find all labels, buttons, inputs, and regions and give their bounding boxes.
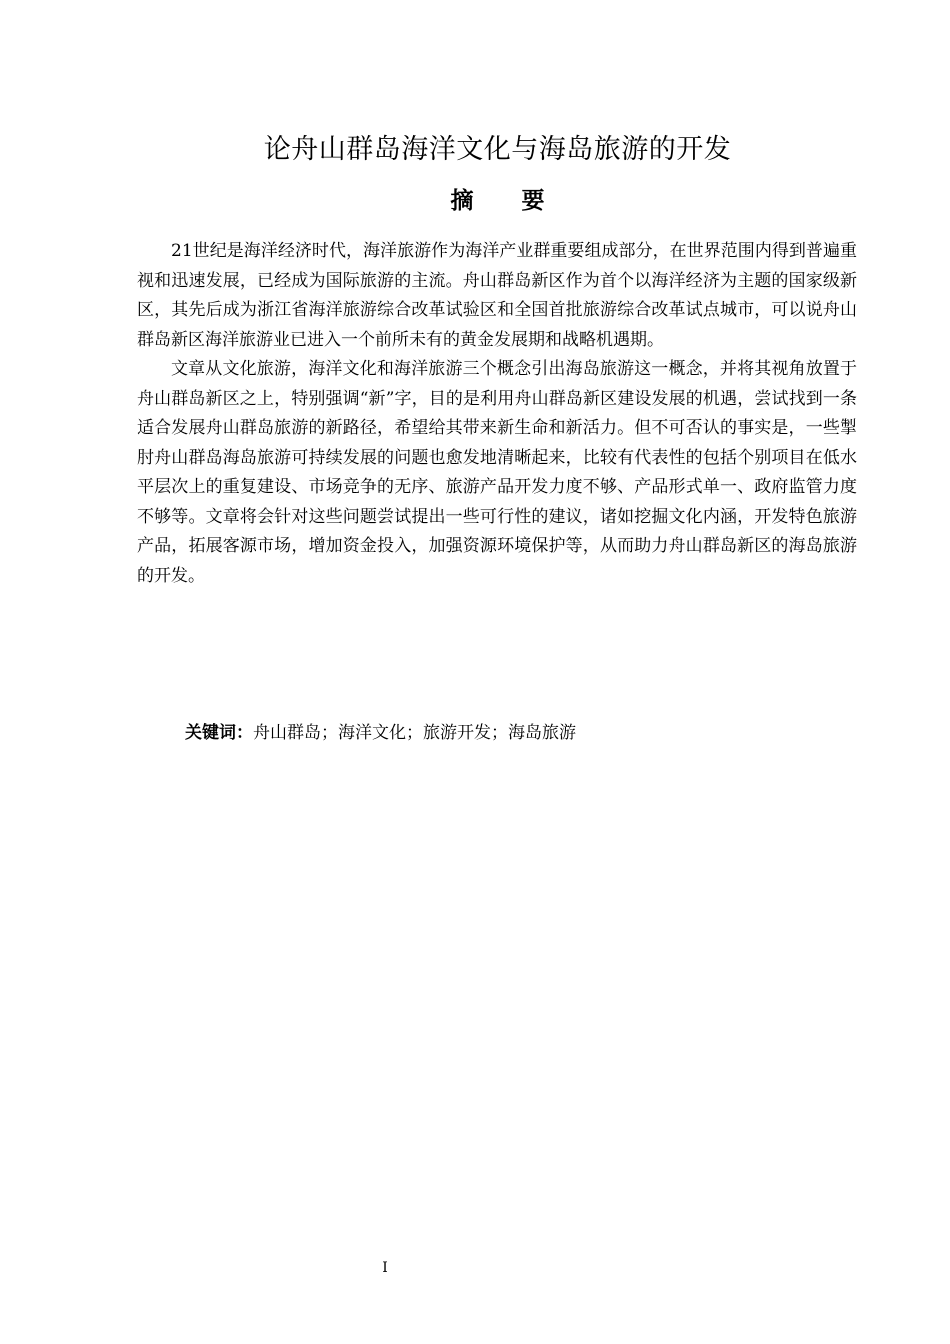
keywords-line bbox=[185, 719, 865, 748]
abstract-paragraph-2: 文章从文化旅游，海洋文化和海洋旅游三个概念引出海岛旅游这一概念，并将其视角放置于舟山群岛新区之上，特别强调“新”字，目的是利用舟山群岛新区建设发展的机遇，尝试找到一条适合发展舟山群岛旅游的新路径，希望给其带来新生命和新活力。但不可否认的事实是，一些掣肘舟山群岛海岛旅游可持续发展的问题也愈发地清晰起来，比较有代表性的包括个别项目在低水平层次上的重复建设、市场竞争的无序、旅游产品开发力度不够、产品形式单一、政府监管力度不够等。文章将会针对这些问题尝试提出一些可行性的建议，诸如挖掘文化内涵，开发特色旅游产品，拓展客源市场，增加资金投入，加强资源环境保护等，从而助力舟山群岛新区的海岛旅游的开发。 bbox=[137, 359, 857, 586]
abstract-paragraph-1: 21世纪是海洋经济时代，海洋旅游作为海洋产业群重要组成部分，在世界范围内得到普遍重视和迅速发展，已经成为国际旅游的主流。舟山群岛新区作为首个以海洋经济为主题的国家级新区，其先后成为浙江省海洋旅游综合改革试验区和全国首批旅游综合改革试点城市，可以说舟山群岛新区海洋旅游业已进入一个前所未有的黄金发展期和战略机遇期。 bbox=[137, 241, 857, 350]
keywords-list: 舟山群岛；海洋文化；旅游开发；海岛旅游 bbox=[253, 723, 576, 743]
keywords-label: 关键词： bbox=[185, 723, 253, 743]
page-number: I bbox=[382, 1260, 388, 1276]
document-title: 论舟山群岛海洋文化与海岛旅游的开发 bbox=[263, 134, 732, 165]
abstract-heading: 摘要 bbox=[450, 188, 593, 214]
abstract-body bbox=[137, 237, 857, 591]
